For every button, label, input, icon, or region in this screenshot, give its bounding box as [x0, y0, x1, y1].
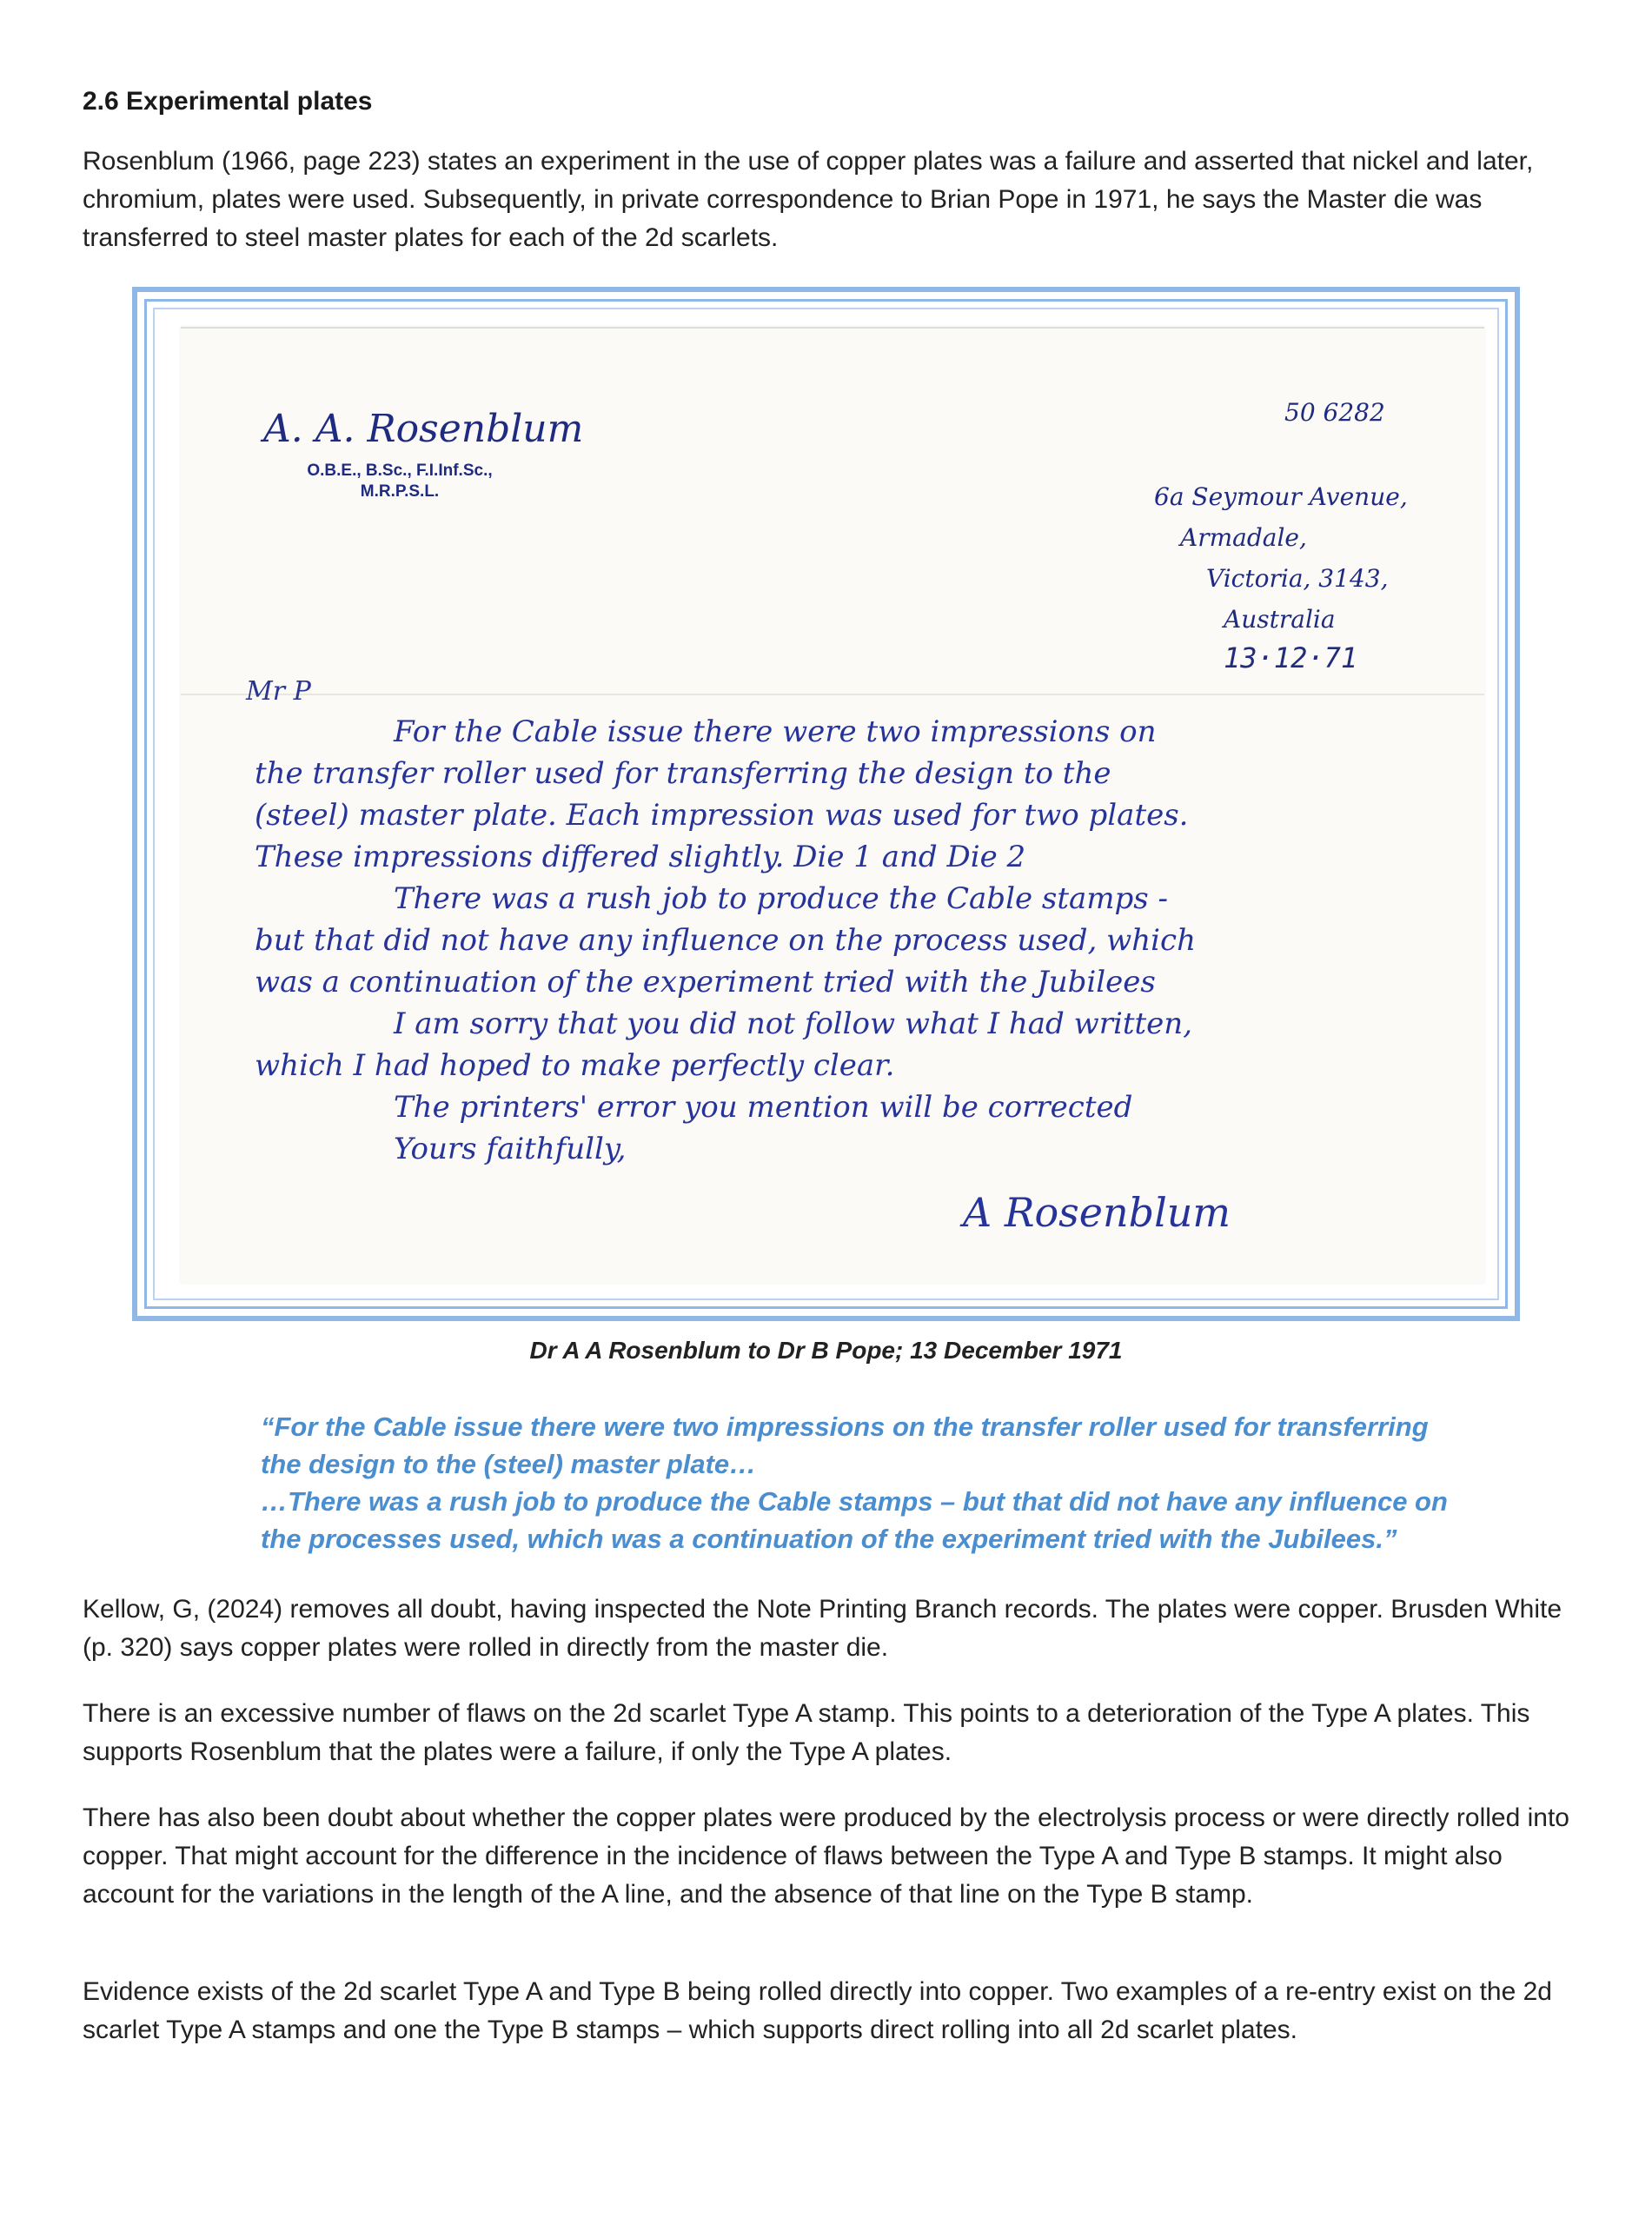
- letter-salutation: Mr P: [246, 676, 311, 707]
- handwritten-line: was a continuation of the experiment tried with the Jubilees: [255, 965, 1156, 1000]
- letterhead-qualifications: [287, 461, 513, 502]
- letterhead-qual-line: M.R.P.S.L.: [360, 482, 440, 501]
- handwritten-line: There was a rush job to produce the Cable stamps -: [394, 881, 1169, 916]
- figure-caption: Dr A A Rosenblum to Dr B Pope; 13 December 1971: [529, 1337, 1123, 1364]
- address-line: Armadale,: [1180, 523, 1307, 552]
- quote-line: …There was a rush job to produce the Cable stamps – but that did not have any influence on: [261, 1486, 1448, 1517]
- body-paragraph: There is an excessive number of flaws on the 2d scarlet Type A stamp. This points to a deterioration of the Type A plates. This supports Rosenblum that the plates were a failure, if only the Type A plates.: [83, 1699, 1530, 1766]
- body-paragraph: Kellow, G, (2024) removes all doubt, having inspected the Note Printing Branch records. The plates were copper. Brusden White (p. 320) says copper plates were rolled in directly from the master die.: [83, 1595, 1562, 1662]
- letter-frame: [132, 287, 1520, 1321]
- handwritten-line: which I had hoped to make perfectly clear.: [255, 1048, 895, 1083]
- quote-line: the processes used, which was a continuation of the experiment tried with the Jubilees.”: [261, 1524, 1397, 1554]
- quote-line: the design to the (steel) master plate…: [261, 1449, 757, 1479]
- address-line: Australia: [1224, 605, 1336, 634]
- body-paragraph: Evidence exists of the 2d scarlet Type A and Type B being rolled directly into copper. Two examples of a re-entry exist on the 2d scarlet Type A stamps and one the Type B stamps – which supports direct rolling into all 2d scarlet plates.: [83, 1977, 1552, 2044]
- letterhead-address: [1154, 476, 1408, 640]
- letterhead-name: A. A. Rosenblum: [263, 407, 584, 451]
- quote-line: “For the Cable issue there were two impressions on the transfer roller used for transferring: [261, 1411, 1429, 1442]
- handwritten-body: [255, 711, 1436, 1170]
- handwritten-line: the transfer roller used for transferring the design to the: [255, 756, 1111, 791]
- letterhead-qual-line: O.B.E., B.Sc., F.I.Inf.Sc.,: [307, 462, 493, 480]
- handwritten-line: For the Cable issue there were two impressions on: [394, 714, 1157, 749]
- section-heading: 2.6 Experimental plates: [83, 87, 373, 116]
- handwritten-line: I am sorry that you did not follow what I had written,: [394, 1006, 1193, 1041]
- quotation: [261, 1408, 1495, 1558]
- letter-date: 13·12·71: [1224, 641, 1358, 674]
- handwritten-line: Yours faithfully,: [394, 1132, 627, 1166]
- handwritten-line: The printers' error you mention will be corrected: [394, 1090, 1133, 1125]
- address-line: 6a Seymour Avenue,: [1154, 482, 1408, 511]
- handwritten-line: These impressions differed slightly. Die 1 and Die 2: [255, 840, 1026, 874]
- handwritten-line: but that did not have any influence on the process used, which: [255, 923, 1196, 958]
- body-paragraph: There has also been doubt about whether the copper plates were produced by the electrolysis process or were directly rolled into copper. That might account for the difference in the incidence of flaws between the Type A and Type B stamps. It might also account for the variations in the length of the A line, and the absence of that line on the Type B stamp.: [83, 1803, 1569, 1909]
- handwritten-line: (steel) master plate. Each impression was used for two plates.: [255, 798, 1189, 833]
- signature: A Rosenblum: [963, 1189, 1231, 1236]
- intro-paragraph: Rosenblum (1966, page 223) states an experiment in the use of copper plates was a failure and asserted that nickel and later, chromium, plates were used. Subsequently, in private correspondence to Brian Pope in 1971, he says the Master die was transferred to steel master plates for each of the 2d scarlets.: [83, 147, 1534, 252]
- letterhead-phone: 50 6282: [1284, 398, 1385, 427]
- fold-line: [181, 694, 1484, 695]
- letter-image: [181, 327, 1484, 1283]
- address-line: Victoria, 3143,: [1206, 564, 1389, 593]
